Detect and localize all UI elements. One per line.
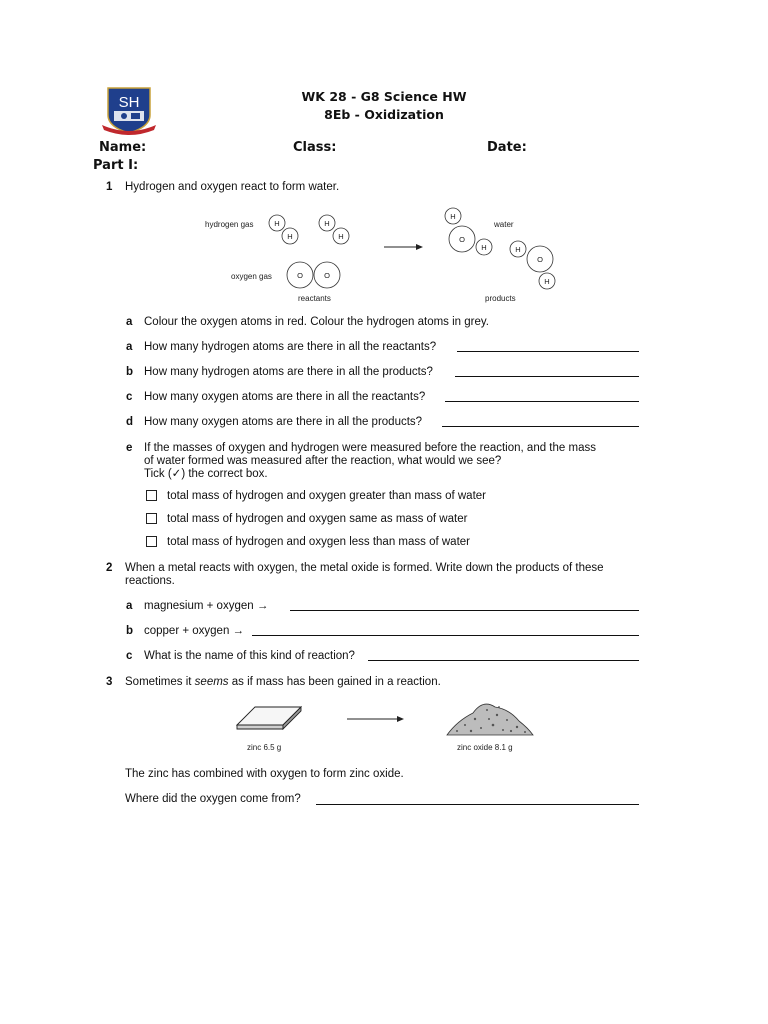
option-text: total mass of hydrogen and oxygen greater than mass of water	[167, 490, 486, 502]
hydrogen-gas-label: hydrogen gas	[205, 220, 254, 229]
question-number: 1	[106, 181, 113, 193]
item-letter: c	[126, 650, 133, 662]
zinc-label: zinc 6.5 g	[247, 743, 282, 752]
answer-line[interactable]	[457, 351, 639, 352]
item-text: How many hydrogen atoms are there in all the products?	[144, 366, 433, 378]
water-label: water	[494, 220, 514, 229]
svg-text:H: H	[450, 212, 456, 221]
svg-text:H: H	[324, 219, 330, 228]
item-letter: c	[126, 391, 133, 403]
arrow-icon	[347, 716, 404, 722]
products-label: products	[485, 294, 516, 303]
statement-text: The zinc has combined with oxygen to form zinc oxide.	[125, 768, 404, 780]
name-label: Name:	[99, 140, 147, 155]
date-label: Date:	[487, 140, 527, 155]
answer-line[interactable]	[445, 401, 639, 402]
zinc-oxide-powder-icon	[447, 704, 533, 735]
school-logo	[100, 85, 158, 137]
tick-checkbox[interactable]	[146, 536, 157, 547]
item-text-line1: If the masses of oxygen and hydrogen were measured before the reaction, and the mass	[144, 442, 596, 454]
item-text: copper + oxygen →	[144, 625, 245, 637]
svg-text:O: O	[297, 271, 303, 280]
svg-text:O: O	[537, 255, 543, 264]
svg-text:H: H	[287, 232, 293, 241]
worksheet-title-line2: 8Eb - Oxidization	[324, 107, 444, 122]
question-text: Hydrogen and oxygen react to form water.	[125, 181, 340, 193]
answer-line[interactable]	[368, 660, 639, 661]
answer-line[interactable]	[316, 804, 639, 805]
item-letter: a	[126, 600, 133, 612]
question-text: Where did the oxygen come from?	[125, 793, 301, 805]
zinc-oxide-label: zinc oxide 8.1 g	[457, 743, 513, 752]
item-text: Colour the oxygen atoms in red. Colour the hydrogen atoms in grey.	[144, 316, 489, 328]
class-label: Class:	[293, 140, 337, 155]
question-text-line1: When a metal reacts with oxygen, the metal oxide is formed. Write down the products of these	[125, 562, 604, 574]
item-letter: e	[126, 442, 133, 454]
question-text: Sometimes it seems as if mass has been gained in a reaction.	[125, 676, 441, 688]
item-letter: d	[126, 416, 134, 428]
item-text: How many oxygen atoms are there in all the products?	[144, 416, 423, 428]
item-text: How many hydrogen atoms are there in all the reactants?	[144, 341, 437, 353]
reaction-diagram	[195, 203, 575, 305]
item-text: What is the name of this kind of reaction?	[144, 650, 355, 662]
svg-text:O: O	[324, 271, 330, 280]
answer-line[interactable]	[442, 426, 639, 427]
reaction-arrow-icon	[384, 244, 423, 250]
svg-text:H: H	[515, 245, 521, 254]
question-text-line2: reactions.	[125, 575, 175, 587]
worksheet-title-line1: WK 28 - G8 Science HW	[301, 89, 467, 104]
item-letter: a	[126, 341, 133, 353]
zinc-diagram	[225, 695, 545, 757]
part-label: Part I:	[93, 158, 139, 173]
option-text: total mass of hydrogen and oxygen same as mass of water	[167, 513, 468, 525]
answer-line[interactable]	[252, 635, 639, 636]
svg-text:H: H	[274, 219, 280, 228]
item-letter: b	[126, 625, 134, 637]
item-text-line3: Tick (✓) the correct box.	[144, 468, 268, 480]
item-text: magnesium + oxygen →	[144, 600, 269, 612]
item-letter: b	[126, 366, 134, 378]
question-number: 2	[106, 562, 113, 574]
answer-line[interactable]	[290, 610, 639, 611]
item-text-line2: of water formed was measured after the reaction, what would we see?	[144, 455, 502, 467]
tick-checkbox[interactable]	[146, 490, 157, 501]
svg-text:H: H	[481, 243, 487, 252]
zinc-plate-icon	[237, 707, 301, 729]
oxygen-gas-label: oxygen gas	[231, 272, 272, 281]
svg-text:H: H	[544, 277, 550, 286]
answer-line[interactable]	[455, 376, 639, 377]
item-text: How many oxygen atoms are there in all the reactants?	[144, 391, 426, 403]
logo-text: SH	[118, 94, 140, 111]
svg-text:H: H	[338, 232, 344, 241]
shield-logo-icon	[100, 85, 158, 137]
tick-checkbox[interactable]	[146, 513, 157, 524]
option-text: total mass of hydrogen and oxygen less than mass of water	[167, 536, 470, 548]
reactants-label: reactants	[298, 294, 331, 303]
item-letter: a	[126, 316, 133, 328]
question-number: 3	[106, 676, 113, 688]
svg-text:O: O	[459, 235, 465, 244]
